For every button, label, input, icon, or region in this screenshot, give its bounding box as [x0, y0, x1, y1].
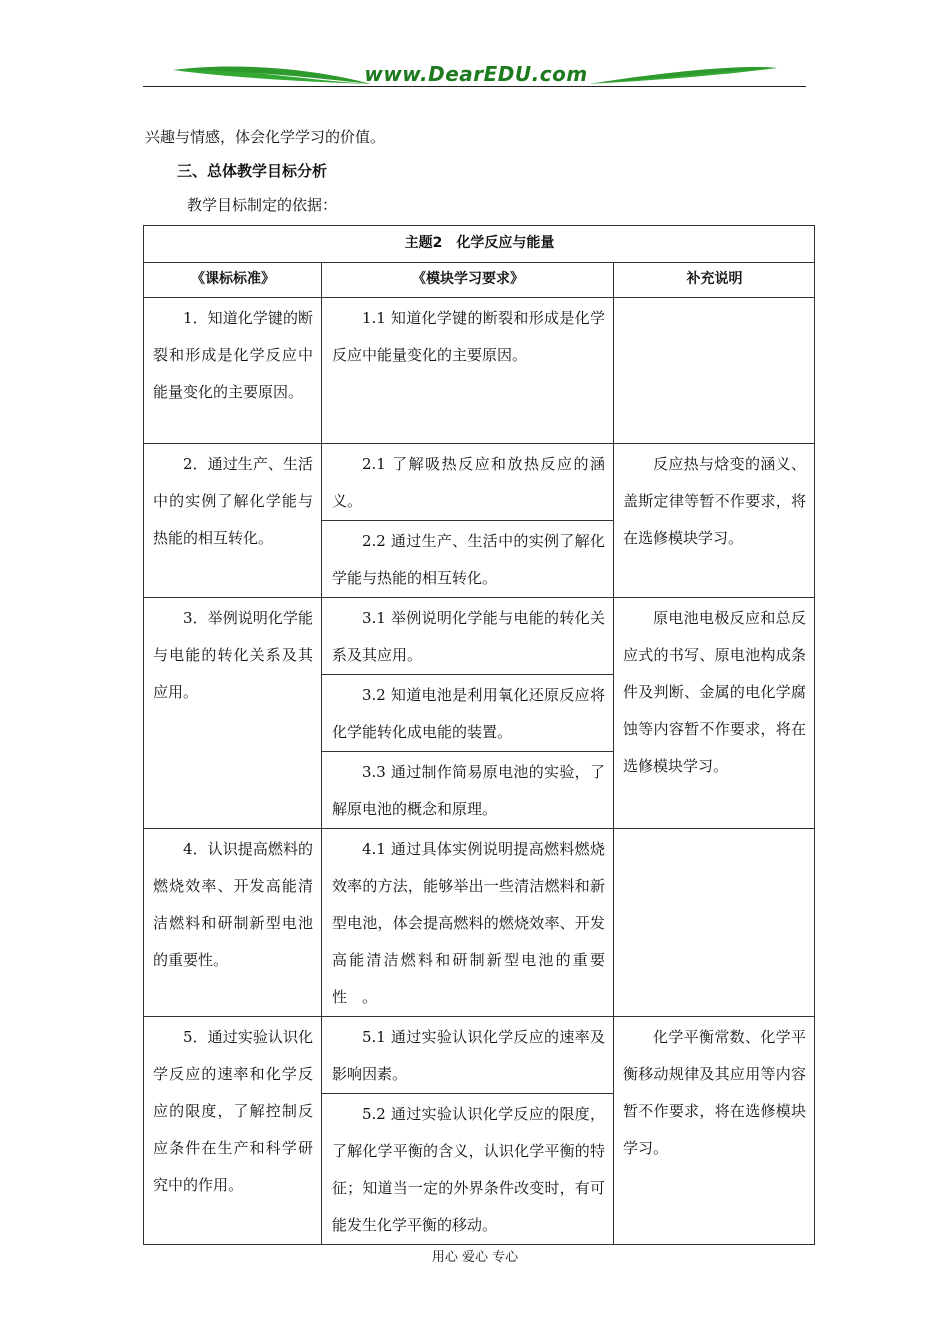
requirement-item: 2.1 了解吸热反应和放热反应的涵义。: [322, 444, 613, 521]
table-title: 主题2 化学反应与能量: [144, 226, 815, 263]
requirement-item: 4.1 通过具体实例说明提高燃料燃烧效率的方法，能够举出一些清洁燃料和新型电池，体会提高燃料的燃烧效率、开发高能清洁燃料和研制新型电池的重要性 。: [332, 840, 605, 1006]
site-url-logo-text: www.DearEDU.com: [364, 62, 588, 86]
standard-cell: 2．通过生产、生活中的实例了解化学能与热能的相互转化。: [144, 444, 322, 598]
table-row: [144, 444, 815, 598]
note-cell: 原电池电极反应和总反应式的书写、原电池构成条件及判断、金属的电化学腐蚀等内容暂不作要求，将在选修模块学习。: [614, 598, 815, 829]
requirement-item: 5.2 通过实验认识化学反应的限度，了解化学平衡的含义，认识化学平衡的特征；知道当一定的外界条件改变时，有可能发生化学平衡的移动。: [332, 1105, 605, 1234]
table-row: [144, 1017, 815, 1245]
requirements-cell: [322, 298, 614, 444]
column-header-standard: 《课标标准》: [144, 263, 322, 298]
column-header-requirements: 《模块学习要求》: [322, 263, 614, 298]
standard-cell: 5．通过实验认识化学反应的速率和化学反应的限度，了解控制反应条件在生产和科学研究中的作用。: [144, 1017, 322, 1245]
basis-line: 教学目标制定的依据：: [187, 196, 338, 214]
requirement-item: 3.2 知道电池是利用氧化还原反应将化学能转化成电能的装置。: [322, 675, 613, 752]
column-header-notes: 补充说明: [614, 263, 815, 298]
requirement-item: 1.1 知道化学键的断裂和形成是化学反应中能量变化的主要原因。: [332, 309, 605, 364]
page-footer: 用心 爱心 专心: [431, 1250, 519, 1265]
requirements-cell: [322, 829, 614, 1017]
note-cell: [614, 829, 815, 1017]
header-divider: [143, 86, 806, 87]
intro-line: 兴趣与情感，体会化学学习的价值。: [145, 128, 386, 146]
requirements-cell: [322, 598, 614, 829]
note-cell: 化学平衡常数、化学平衡移动规律及其应用等内容暂不作要求，将在选修模块学习。: [614, 1017, 815, 1245]
requirement-item: 3.3 通过制作简易原电池的实验，了解原电池的概念和原理。: [332, 763, 605, 818]
standard-cell: 3．举例说明化学能与电能的转化关系及其应用。: [144, 598, 322, 829]
table-row: [144, 298, 815, 444]
standard-cell: 4．认识提高燃料的燃烧效率、开发高能清洁燃料和研制新型电池的重要性。: [144, 829, 322, 1017]
requirements-cell: [322, 1017, 614, 1245]
table-row: [144, 598, 815, 829]
section-heading: 三、总体教学目标分析: [177, 162, 328, 180]
standard-cell: 1．知道化学键的断裂和形成是化学反应中能量变化的主要原因。: [144, 298, 322, 444]
note-cell: [614, 298, 815, 444]
requirements-cell: [322, 444, 614, 598]
requirement-item: 5.1 通过实验认识化学反应的速率及影响因素。: [322, 1017, 613, 1094]
requirement-item: 2.2 通过生产、生活中的实例了解化学能与热能的相互转化。: [332, 532, 605, 587]
table-row: [144, 829, 815, 1017]
note-cell: 反应热与焓变的涵义、盖斯定律等暂不作要求，将在选修模块学习。: [614, 444, 815, 598]
objectives-table: [143, 225, 815, 1245]
requirement-item: 3.1 举例说明化学能与电能的转化关系及其应用。: [322, 598, 613, 675]
